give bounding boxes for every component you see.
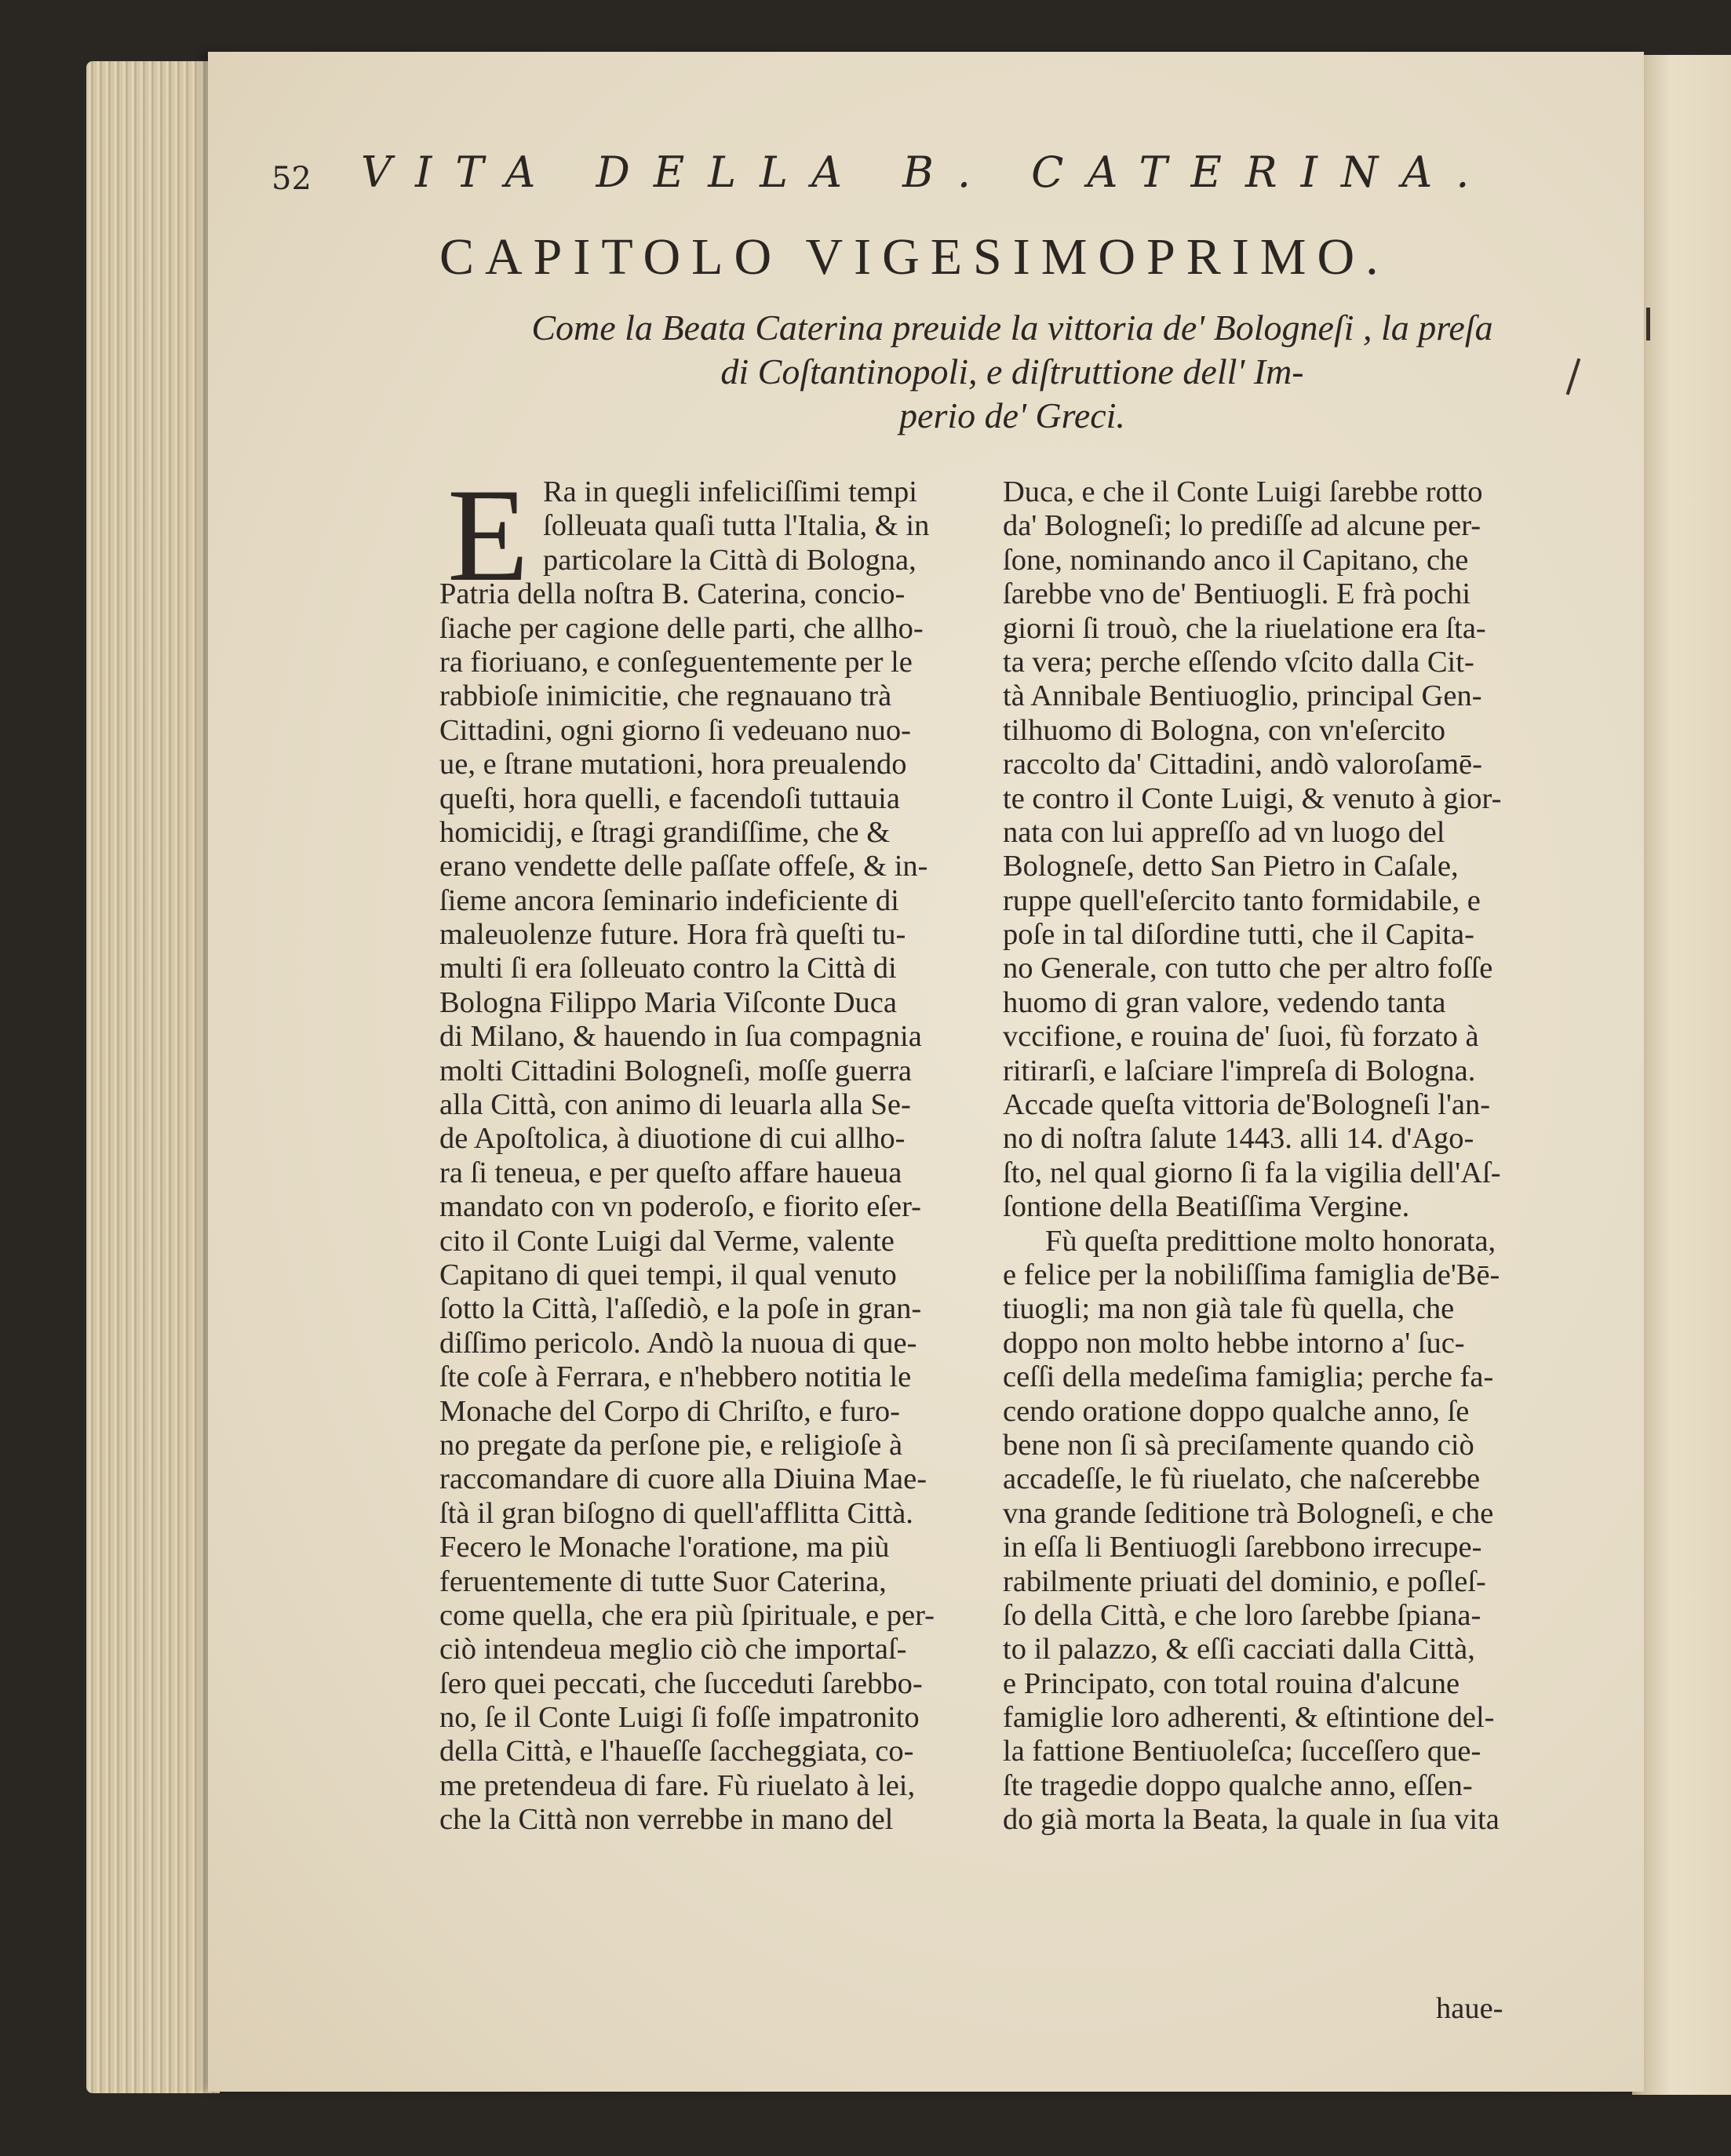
text-line: te contro il Conte Luigi, & venuto à gior-	[1003, 781, 1502, 815]
text-line: raccomandare di cuore alla Diuina Mae-	[439, 1462, 927, 1496]
text-line: no Generale, con tutto che per altro foſſe	[1003, 952, 1493, 985]
text-line: tà Annibale Bentiuoglio, principal Gen-	[1003, 679, 1482, 713]
text-line: Ra in quegli infeliciſſimi tempi	[543, 475, 917, 508]
text-line: Cittadini, ogni giorno ſi vedeuano nuo-	[439, 713, 911, 747]
text-line: ritirarſi, e laſciare l'impreſa di Bologna.	[1003, 1054, 1476, 1087]
text-line: e Principato, con total rouina d'alcune	[1003, 1666, 1460, 1700]
text-line: famiglie loro adherenti, & eſtintione del-	[1003, 1701, 1495, 1735]
text-line: che la Città non verrebbe in mano del	[439, 1803, 894, 1837]
text-line: ſontione della Beatiſſima Vergine.	[1003, 1190, 1410, 1224]
text-line: accadeſſe, le fù riuelato, che naſcerebbe	[1003, 1462, 1481, 1496]
text-line: ſiache per cagione delle parti, che allho-	[439, 611, 924, 645]
text-line: ue, e ſtrane mutationi, hora preualendo	[439, 748, 907, 781]
text-line: erano vendette delle paſſate offeſe, & in-	[439, 850, 928, 883]
text-line: la fattione Bentiuoleſca; ſucceſſero que-	[1003, 1735, 1481, 1768]
text-line: me pretendeua di fare. Fù riuelato à lei,	[439, 1768, 916, 1802]
text-line: no pregate da perſone pie, e religioſe à	[439, 1428, 903, 1462]
text-line: rabilmente priuati del dominio, e poſleſ-	[1003, 1564, 1486, 1598]
text-line: Monache del Corpo di Chriſto, e furo-	[439, 1394, 900, 1428]
text-line: ſieme ancora ſeminario indeficiente di	[439, 883, 899, 917]
text-line: mandato con vn poderoſo, e fiorito eſer-	[439, 1190, 921, 1224]
text-line: bene non ſi sà preciſamente quando ciò	[1003, 1428, 1474, 1462]
text-line: tilhuomo di Bologna, con vn'eſercito	[1003, 713, 1446, 747]
text-line: cito il Conte Luigi dal Verme, valente	[439, 1224, 895, 1258]
text-line: Fecero le Monache l'oratione, ma più	[439, 1531, 890, 1564]
text-line: no di noſtra ſalute 1443. alli 14. d'Ago-	[1003, 1122, 1474, 1156]
text-line: Fù queſta predittione molto honorata,	[1045, 1224, 1496, 1258]
text-line: di Milano, & hauendo in ſua compagnia	[439, 1020, 922, 1054]
right-text-column	[1003, 475, 1538, 1837]
text-line: no, ſe il Conte Luigi ſi foſſe impatronito	[439, 1701, 920, 1735]
text-line: ſero quei peccati, che ſucceduti ſarebbo-	[439, 1666, 923, 1700]
text-line: ſte tragedie doppo qualche anno, eſſen-	[1003, 1768, 1473, 1802]
chapter-subtitle	[439, 306, 1585, 438]
text-line: de Apoſtolica, à diuotione di cui allho-	[439, 1122, 906, 1156]
text-line: ra ſi teneua, e per queſto affare haueua	[439, 1156, 902, 1189]
text-line: ſone, nominando anco il Capitano, che	[1003, 543, 1469, 577]
text-line: ta vera; perche eſſendo vſcito dalla Cit-	[1003, 645, 1474, 679]
chapter-subtitle-line: Come la Beata Caterina preuide la vittoria de' Bologneſi , la preſa	[531, 308, 1493, 348]
text-line: da' Bologneſi; lo prediſſe ad alcune per-	[1003, 509, 1481, 543]
text-line: ſte coſe à Ferrara, e n'hebbero notitia le	[439, 1360, 912, 1394]
page-number: 52	[271, 161, 312, 197]
text-line: ceſſi della medeſima famiglia; perche fa-	[1003, 1360, 1494, 1394]
text-line: vccifione, e rouina de' ſuoi, fù forzato à	[1003, 1020, 1479, 1054]
facing-page-edge	[1632, 55, 1731, 2095]
text-line: molti Cittadini Bologneſi, moſſe guerra	[439, 1054, 913, 1087]
text-line: ra fioriuano, e conſeguentemente per le	[439, 645, 913, 679]
text-line: ruppe quell'eſercito tanto formidabile, e	[1003, 883, 1481, 917]
text-line: queſti, hora quelli, e facendoſi tuttauia	[439, 781, 900, 815]
text-line: giorni ſi trouò, che la riuelatione era ſta-	[1003, 611, 1486, 645]
book-page-edges	[86, 61, 220, 2093]
text-line: ſto, nel qual giorno ſi fa la vigilia dell'Aſ-	[1003, 1156, 1501, 1189]
text-line: tiuogli; ma non già tale fù quella, che	[1003, 1292, 1455, 1326]
text-line: nata con lui appreſſo ad vn luogo del	[1003, 815, 1445, 849]
chapter-subtitle-line: perio de' Greci.	[899, 395, 1125, 435]
left-text-column	[439, 461, 979, 1837]
text-line: vna grande ſeditione trà Bologneſi, e che	[1003, 1496, 1494, 1530]
text-line: maleuolenze future. Hora frà queſti tu-	[439, 918, 906, 952]
text-line: in eſſa li Bentiuogli ſarebbono irrecupe-	[1003, 1531, 1482, 1564]
text-line: diſſimo pericolo. Andò la nuoua di que-	[439, 1326, 917, 1360]
text-line: ſo della Città, e che loro ſarebbe ſpiana-	[1003, 1598, 1481, 1632]
text-line: Capitano di quei tempi, il qual venuto	[439, 1258, 897, 1291]
text-line: particolare la Città di Bologna,	[543, 543, 917, 577]
text-line: cendo oratione doppo qualche anno, ſe	[1003, 1394, 1470, 1428]
text-line: Accade queſta vittoria de'Bologneſi l'an-	[1003, 1088, 1491, 1122]
text-line: ſtà il gran biſogno di quell'afflitta Città.	[439, 1496, 913, 1530]
text-line: ſotto la Città, l'aſſediò, e la poſe in gran-	[439, 1292, 922, 1326]
text-line: feruentemente di tutte Suor Caterina,	[439, 1564, 887, 1598]
text-line: ſarebbe vno de' Bentiuogli. E frà pochi	[1003, 577, 1471, 611]
chapter-subtitle-line: di Coſtantinopoli, e diſtruttione dell' Im-	[720, 351, 1304, 392]
drop-cap: E	[447, 461, 529, 609]
text-line: Patria della noſtra B. Caterina, concio-	[439, 577, 906, 611]
text-line: rabbioſe inimicitie, che regnauano trà	[439, 679, 892, 713]
catchword: haue-	[1436, 1992, 1503, 2025]
text-line: huomo di gran valore, vedendo tanta	[1003, 985, 1446, 1019]
text-line: ſolleuata quaſi tutta l'Italia, & in	[543, 509, 930, 543]
text-line: poſe in tal diſordine tutti, che il Capita-	[1003, 918, 1474, 952]
text-line: e felice per la nobiliſſima famiglia de'Bē-	[1003, 1258, 1500, 1291]
text-line: homicidij, e ſtragi grandiſſime, che &	[439, 815, 891, 849]
text-line: ciò intendeua meglio ciò che importaſ-	[439, 1633, 907, 1666]
text-line: multi ſi era ſolleuato contro la Città di	[439, 952, 897, 985]
text-line: raccolto da' Cittadini, andò valoroſamē-	[1003, 748, 1482, 781]
text-line: Duca, e che il Conte Luigi ſarebbe rotto	[1003, 475, 1483, 508]
text-line: alla Città, con animo di leuarla alla Se-	[439, 1088, 911, 1122]
chapter-title: CAPITOLO VIGESIMOPRIMO.	[439, 228, 1390, 286]
ink-mark	[1646, 308, 1650, 341]
text-line: doppo non molto hebbe intorno a' ſuc-	[1003, 1326, 1465, 1360]
text-line: della Città, e l'haueſſe ſaccheggiata, co-	[439, 1735, 914, 1768]
text-line: Bologna Filippo Maria Viſconte Duca	[439, 985, 897, 1019]
text-line: to il palazzo, & eſſi cacciati dalla Città,	[1003, 1633, 1475, 1666]
text-line: do già morta la Beata, la quale in ſua vita	[1003, 1803, 1500, 1837]
running-title: VITA DELLA B. CATERINA.	[361, 147, 1493, 197]
text-line: Bologneſe, detto San Pietro in Caſale,	[1003, 850, 1459, 883]
text-line: come quella, che era più ſpirituale, e per-	[439, 1598, 935, 1632]
